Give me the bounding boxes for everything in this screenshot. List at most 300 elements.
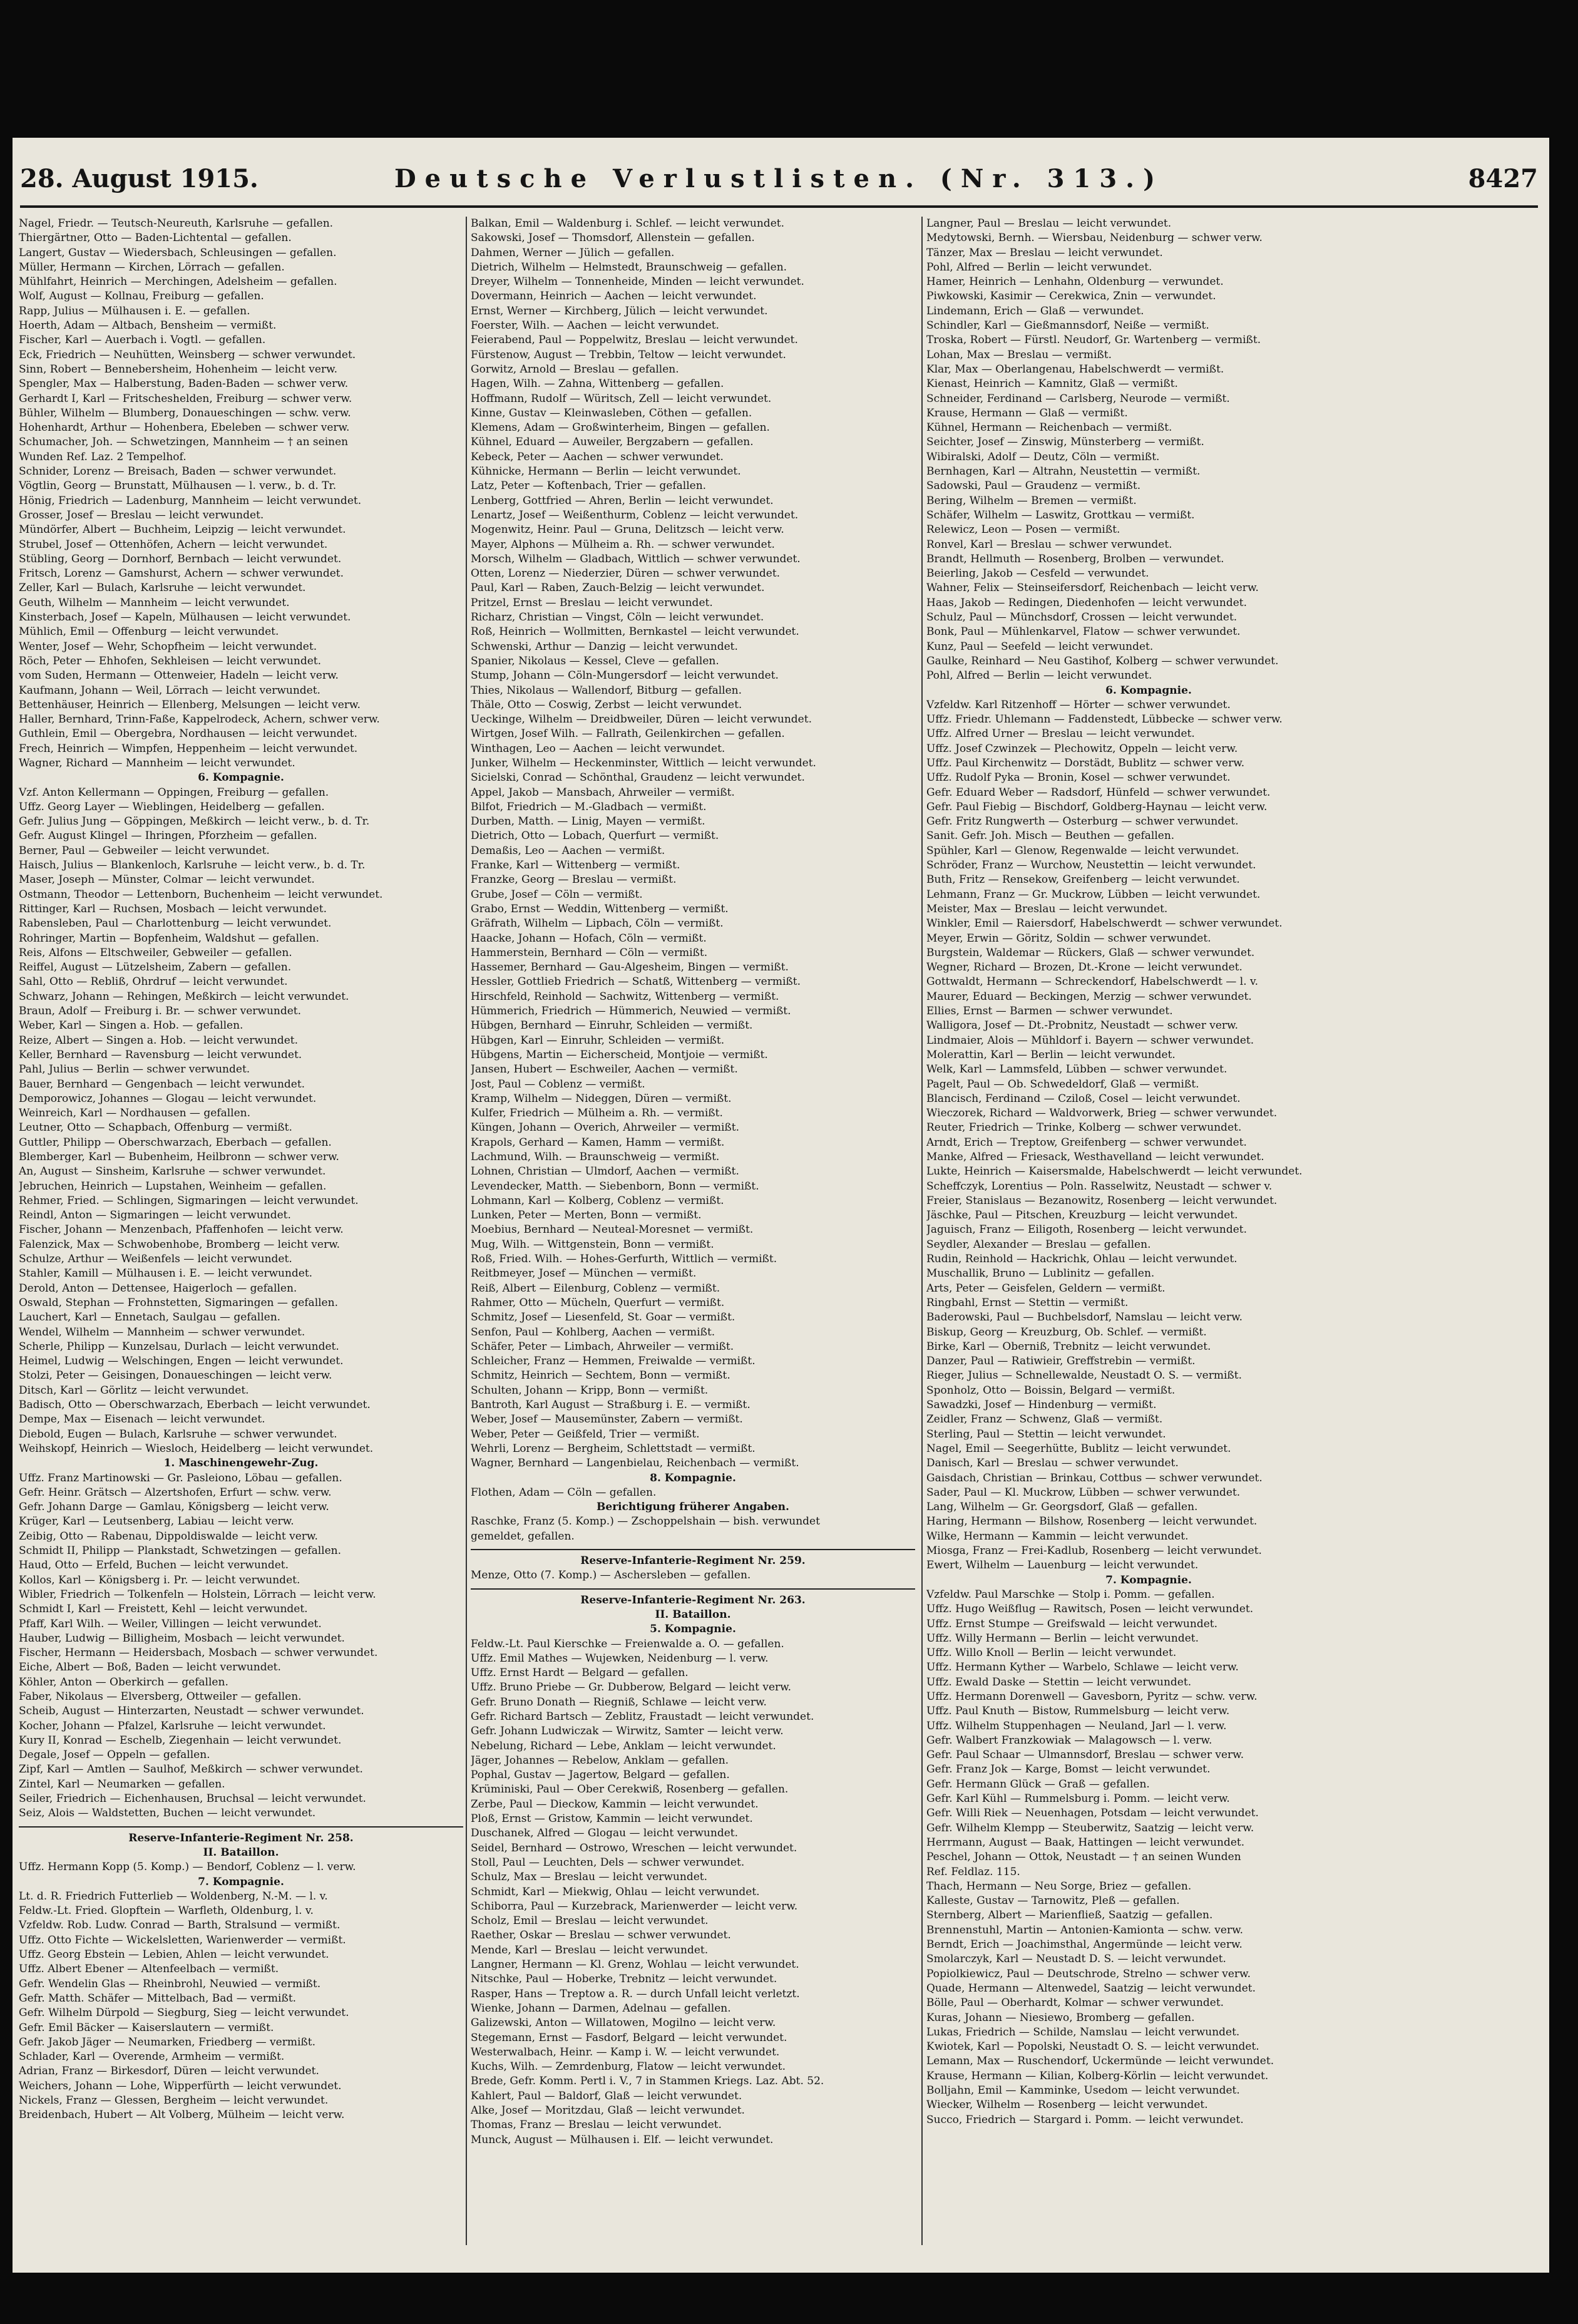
- list-line: Haller, Bernhard, Trinn-Faße, Kappelrodeck, Achern, schwer verw.: [19, 713, 380, 726]
- list-line: Stump, Johann — Cöln-Mungersdorf — leicht verwundet.: [471, 669, 779, 682]
- list-line: Wibiralski, Adolf — Deutz, Cöln — vermißt.: [926, 450, 1160, 463]
- list-line: Nitschke, Paul — Hoberke, Trebnitz — leicht verwundet.: [471, 1973, 777, 1986]
- list-line: gemeldet, gefallen.: [471, 1530, 575, 1543]
- list-line: Kramp, Wilhelm — Nideggen, Düren — vermißt.: [471, 1092, 732, 1105]
- list-line: Lunken, Peter — Merten, Bonn — vermißt.: [471, 1209, 702, 1222]
- section-heading: Berichtigung früherer Angaben.: [597, 1501, 789, 1514]
- list-line: Uffz. Paul Knuth — Bistow, Rummelsburg — leicht verw.: [926, 1705, 1230, 1718]
- list-line: Gefr. Julius Jung — Göppingen, Meßkirch — leicht verw., b. d. Tr.: [19, 815, 370, 828]
- list-line: Nebelung, Richard — Lebe, Anklam — leicht verwundet.: [471, 1739, 776, 1752]
- list-line: Kühnel, Eduard — Auweiler, Bergzabern — gefallen.: [471, 436, 754, 449]
- list-line: Danisch, Karl — Breslau — schwer verwundet.: [926, 1457, 1179, 1470]
- list-line: Berndt, Erich — Joachimsthal, Angermünde — leicht verw.: [926, 1938, 1242, 1951]
- list-line: Succo, Friedrich — Stargard i. Pomm. — leicht verwundet.: [926, 2113, 1244, 2126]
- list-line: Gefr. Paul Fiebig — Bischdorf, Goldberg-Haynau — leicht verw.: [926, 800, 1268, 813]
- list-line: Klemens, Adam — Großwinterheim, Bingen — gefallen.: [471, 421, 770, 434]
- list-line: Lauchert, Karl — Ennetach, Saulgau — gefallen.: [19, 1311, 281, 1324]
- list-line: Thiergärtner, Otto — Baden-Lichtental — gefallen.: [19, 232, 292, 245]
- list-line: Franke, Karl — Wittenberg — vermißt.: [471, 859, 680, 872]
- list-line: Vzf. Anton Kellermann — Oppingen, Freiburg — gefallen.: [19, 786, 329, 799]
- list-line: Schröder, Franz — Wurchow, Neustettin — leicht verwundet.: [926, 859, 1256, 872]
- column-divider: [921, 217, 923, 2245]
- list-line: Wegner, Richard — Brozen, Dt.-Krone — leicht verwundet.: [926, 961, 1242, 974]
- text-column-2: [471, 217, 915, 2251]
- list-line: Gefr. Wilhelm Klempp — Steuberwitz, Saatzig — leicht verw.: [926, 1821, 1254, 1834]
- list-line: Vzfeldw. Karl Ritzenhoff — Hörter — schwer verwundet.: [926, 698, 1231, 711]
- list-line: Franzke, Georg — Breslau — vermißt.: [471, 873, 677, 887]
- list-line: Ditsch, Karl — Görlitz — leicht verwundet.: [19, 1384, 249, 1397]
- list-line: Kühnel, Hermann — Reichenbach — vermißt.: [926, 421, 1172, 434]
- list-line: Mogenwitz, Heinr. Paul — Gruna, Delitzsch — leicht verw.: [471, 523, 784, 537]
- list-line: Kulfer, Friedrich — Mülheim a. Rh. — vermißt.: [471, 1107, 723, 1120]
- list-line: Gefr. Johann Ludwiczak — Wirwitz, Samter — leicht verw.: [471, 1725, 784, 1738]
- list-line: Bilfot, Friedrich — M.-Gladbach — vermißt.: [471, 800, 707, 813]
- list-line: Sahl, Otto — Rebliß, Ohrdruf — leicht verwundet.: [19, 975, 288, 989]
- list-line: Ueckinge, Wilhelm — Dreidbweiler, Düren — leicht verwundet.: [471, 713, 812, 726]
- list-line: Dietrich, Wilhelm — Helmstedt, Braunschweig — gefallen.: [471, 260, 787, 274]
- section-rule: [471, 1588, 915, 1590]
- list-line: Schlader, Karl — Overende, Armheim — vermißt.: [19, 2050, 285, 2064]
- list-line: Seichter, Josef — Zinswig, Münsterberg — vermißt.: [926, 436, 1204, 449]
- list-line: Schleicher, Franz — Hemmen, Freiwalde — vermißt.: [471, 1355, 756, 1368]
- list-line: Schmidt I, Karl — Freistett, Kehl — leicht verwundet.: [19, 1603, 308, 1616]
- header-page-number: 8427: [1468, 164, 1538, 193]
- list-line: Maurer, Eduard — Beckingen, Merzig — schwer verwundet.: [926, 990, 1252, 1003]
- list-line: Fischer, Johann — Menzenbach, Pfaffenhofen — leicht verw.: [19, 1223, 344, 1237]
- list-line: Krüger, Karl — Leutsenberg, Labiau — leicht verw.: [19, 1515, 294, 1528]
- list-line: Scheffczyk, Lorentius — Poln. Rasselwitz, Neustadt — schwer v.: [926, 1180, 1273, 1193]
- list-line: Galizewski, Anton — Willatowen, Mogilno — leicht verw.: [471, 2017, 776, 2030]
- list-line: Guthlein, Emil — Obergebra, Nordhausen — leicht verwundet.: [19, 728, 357, 741]
- list-line: Müller, Hermann — Kirchen, Lörrach — gefallen.: [19, 260, 285, 274]
- list-line: Jaguisch, Franz — Eiligoth, Rosenberg — leicht verwundet.: [926, 1223, 1248, 1237]
- list-line: Nagel, Emil — Seegerhütte, Bublitz — leicht verwundet.: [926, 1442, 1231, 1455]
- list-line: Hübgens, Martin — Eicherscheid, Montjoie — vermißt.: [471, 1048, 768, 1061]
- list-line: Gefr. August Klingel — Ihringen, Pforzheim — gefallen.: [19, 830, 317, 843]
- list-line: Blancisch, Ferdinand — Cziloß, Cosel — leicht verwundet.: [926, 1092, 1241, 1105]
- list-line: Uffz. Albert Ebener — Altenfeelbach — vermißt.: [19, 1963, 279, 1976]
- list-line: Tänzer, Max — Breslau — leicht verwundet.: [926, 246, 1163, 259]
- list-line: Wagner, Bernhard — Langenbielau, Reichenbach — vermißt.: [471, 1457, 799, 1470]
- section-heading: Reserve-Infanterie-Regiment Nr. 258.: [128, 1831, 354, 1844]
- list-line: Fischer, Hermann — Heidersbach, Mosbach — schwer verwundet.: [19, 1647, 378, 1660]
- list-line: Birke, Karl — Oberniß, Trebnitz — leicht verwundet.: [926, 1340, 1211, 1353]
- list-line: Wendel, Wilhelm — Mannheim — schwer verwundet.: [19, 1325, 305, 1339]
- list-line: Uffz. Bruno Priebe — Gr. Dubberow, Belgard — leicht verw.: [471, 1681, 792, 1694]
- list-line: Moebius, Bernhard — Neuteal-Moresnet — vermißt.: [471, 1223, 754, 1237]
- list-line: Eiche, Albert — Boß, Baden — leicht verwundet.: [19, 1661, 281, 1674]
- list-line: Lindemann, Erich — Glaß — verwundet.: [926, 304, 1144, 317]
- list-line: Leutner, Otto — Schapbach, Offenburg — vermißt.: [19, 1121, 292, 1134]
- list-line: Pophal, Gustav — Jagertow, Belgard — gefallen.: [471, 1769, 730, 1782]
- list-line: Jäschke, Paul — Pitschen, Kreuzburg — leicht verwundet.: [926, 1209, 1238, 1222]
- section-rule: [471, 1549, 915, 1550]
- list-line: Nagel, Friedr. — Teutsch-Neureuth, Karlsruhe — gefallen.: [19, 217, 334, 230]
- list-line: Rieger, Julius — Schnellewalde, Neustadt O. S. — vermißt.: [926, 1369, 1242, 1382]
- list-line: Uffz. Georg Ebstein — Lebien, Ahlen — leicht verwundet.: [19, 1948, 329, 1962]
- list-line: Westerwalbach, Heinr. — Kamp i. W. — leicht verwundet.: [471, 2045, 780, 2059]
- list-line: Sponholz, Otto — Boissin, Belgard — vermißt.: [926, 1384, 1176, 1397]
- list-line: Gefr. Walbert Franzkowiak — Malagowsch — l. verw.: [926, 1734, 1212, 1747]
- list-line: Ellies, Ernst — Barmen — schwer verwundet.: [926, 1005, 1173, 1018]
- list-line: Scheib, August — Hinterzarten, Neustadt — schwer verwundet.: [19, 1705, 364, 1718]
- list-line: Krause, Hermann — Glaß — vermißt.: [926, 406, 1128, 419]
- section-heading: Reserve-Infanterie-Regiment Nr. 263.: [580, 1593, 806, 1607]
- list-line: Wieczorek, Richard — Waldvorwerk, Brieg — schwer verwundet.: [926, 1107, 1278, 1120]
- list-line: Haud, Otto — Erfeld, Buchen — leicht verwundet.: [19, 1559, 289, 1572]
- list-line: Beierling, Jakob — Cesfeld — verwundet.: [926, 567, 1149, 580]
- list-line: Kalleste, Gustav — Tarnowitz, Pleß — gefallen.: [926, 1895, 1180, 1908]
- list-line: Stolzi, Peter — Geisingen, Donaueschingen — leicht verw.: [19, 1369, 332, 1382]
- list-line: Kaufmann, Johann — Weil, Lörrach — leicht verwundet.: [19, 684, 320, 697]
- list-line: Rasper, Hans — Treptow a. R. — durch Unfall leicht verletzt.: [471, 1987, 800, 2000]
- list-line: Frech, Heinrich — Wimpfen, Heppenheim — leicht verwundet.: [19, 742, 358, 755]
- list-line: Uffz. Willy Hermann — Berlin — leicht verwundet.: [926, 1632, 1199, 1645]
- list-line: Reiß, Albert — Eilenburg, Coblenz — vermißt.: [471, 1282, 720, 1295]
- list-line: Uffz. Rudolf Pyka — Bronin, Kosel — schwer verwundet.: [926, 771, 1231, 784]
- section-heading: 8. Kompagnie.: [650, 1471, 736, 1484]
- list-line: Molerattin, Karl — Berlin — leicht verwundet.: [926, 1048, 1176, 1061]
- list-line: Kunz, Paul — Seefeld — leicht verwundet.: [926, 640, 1154, 653]
- column-divider: [466, 217, 467, 2245]
- list-line: Hessler, Gottlieb Friedrich — Schatß, Wittenberg — vermißt.: [471, 975, 801, 989]
- list-line: Rudin, Reinhold — Hackrichk, Ohlau — leicht verwundet.: [926, 1253, 1237, 1266]
- list-line: Krause, Hermann — Kilian, Kolberg-Körlin — leicht verwundet.: [926, 2069, 1269, 2082]
- list-line: Spanier, Nikolaus — Kessel, Cleve — gefallen.: [471, 654, 719, 667]
- list-line: Uffz. Hermann Kopp (5. Komp.) — Bendorf, Coblenz — l. verw.: [19, 1861, 356, 1874]
- list-line: Muschallik, Bruno — Lublinitz — gefallen.: [926, 1267, 1155, 1280]
- list-line: Uffz. Alfred Urner — Breslau — leicht verwundet.: [926, 728, 1195, 741]
- list-line: Hohenhardt, Arthur — Hohenbera, Ebeleben — schwer verw.: [19, 421, 350, 434]
- list-line: Seydler, Alexander — Breslau — gefallen.: [926, 1238, 1151, 1251]
- list-line: Senfon, Paul — Kohlberg, Aachen — vermißt.: [471, 1325, 715, 1339]
- list-line: Hammerstein, Bernhard — Cöln — vermißt.: [471, 946, 708, 959]
- list-line: Fischer, Karl — Auerbach i. Vogtl. — gefallen.: [19, 334, 266, 347]
- list-line: Quade, Hermann — Altenwedel, Saatzig — leicht verwundet.: [926, 1982, 1256, 1995]
- list-line: Lukte, Heinrich — Kaisersmalde, Habelschwerdt — leicht verwundet.: [926, 1165, 1303, 1178]
- list-line: Dreyer, Wilhelm — Tonnenheide, Minden — leicht verwundet.: [471, 275, 804, 289]
- list-line: Gaulke, Reinhard — Neu Gastihof, Kolberg — schwer verwundet.: [926, 654, 1279, 667]
- list-line: Lenberg, Gottfried — Ahren, Berlin — leicht verwundet.: [471, 494, 774, 507]
- list-line: Röch, Peter — Ehhofen, Sekhleisen — leicht verwundet.: [19, 654, 322, 667]
- list-line: Mayer, Alphons — Mülheim a. Rh. — schwer verwundet.: [471, 538, 775, 551]
- list-line: Mende, Karl — Breslau — leicht verwundet.: [471, 1943, 709, 1956]
- list-line: Berner, Paul — Gebweiler — leicht verwundet.: [19, 844, 270, 857]
- list-line: Kuras, Johann — Niesiewo, Bromberg — gefallen.: [926, 2011, 1195, 2024]
- list-line: Gefr. Matth. Schäfer — Mittelbach, Bad — vermißt.: [19, 1992, 297, 2005]
- list-line: Schäfer, Wilhelm — Laswitz, Grottkau — vermißt.: [926, 508, 1195, 522]
- list-line: Sadowski, Paul — Graudenz — vermißt.: [926, 480, 1141, 493]
- list-line: Blemberger, Karl — Bubenheim, Heilbronn — schwer verw.: [19, 1151, 339, 1163]
- list-line: Krapols, Gerhard — Kamen, Hamm — vermißt.: [471, 1136, 725, 1149]
- list-line: Wehrli, Lorenz — Bergheim, Schlettstadt — vermißt.: [471, 1442, 756, 1455]
- list-line: Raschke, Franz (5. Komp.) — Zschoppelshain — bish. verwundet: [471, 1515, 820, 1528]
- list-line: Langner, Paul — Breslau — leicht verwundet.: [926, 217, 1172, 230]
- list-line: Reindl, Anton — Sigmaringen — leicht verwundet.: [19, 1209, 291, 1222]
- list-line: Biskup, Georg — Kreuzburg, Ob. Schlef. — vermißt.: [926, 1325, 1207, 1339]
- list-line: Degale, Josef — Oppeln — gefallen.: [19, 1749, 210, 1762]
- list-line: Demaßis, Leo — Aachen — vermißt.: [471, 844, 665, 857]
- list-line: Vögtlin, Georg — Brunstatt, Mülhausen — l. verw., b. d. Tr.: [19, 480, 337, 493]
- list-line: Foerster, Wilh. — Aachen — leicht verwundet.: [471, 319, 719, 332]
- list-line: Gefr. Karl Kühl — Rummelsburg i. Pomm. — leicht verw.: [926, 1792, 1230, 1806]
- list-line: Relewicz, Leon — Posen — vermißt.: [926, 523, 1120, 537]
- list-line: Ernst, Werner — Kirchberg, Jülich — leicht verwundet.: [471, 304, 768, 317]
- list-line: Wagner, Richard — Mannheim — leicht verwundet.: [19, 756, 295, 769]
- text-column-3: [926, 217, 1371, 2251]
- list-line: Gefr. Fritz Rungwerth — Osterburg — schwer verwundet.: [926, 815, 1239, 828]
- list-line: Eck, Friedrich — Neuhütten, Weinsberg — schwer verwundet.: [19, 348, 356, 361]
- list-line: Vzfeldw. Rob. Ludw. Conrad — Barth, Stralsund — vermißt.: [19, 1919, 341, 1932]
- list-line: Bölle, Paul — Oberhardt, Kolmar — schwer verwundet.: [926, 1997, 1224, 2010]
- list-line: Sawadzki, Josef — Hindenburg — vermißt.: [926, 1399, 1157, 1412]
- list-line: Sanit. Gefr. Joh. Misch — Beuthen — gefallen.: [926, 830, 1175, 843]
- list-line: Brennenstuhl, Martin — Antonien-Kamionta — schw. verw.: [926, 1923, 1244, 1936]
- list-line: An, August — Sinsheim, Karlsruhe — schwer verwundet.: [19, 1165, 326, 1178]
- list-line: Morsch, Wilhelm — Gladbach, Wittlich — schwer verwundet.: [471, 552, 801, 565]
- list-line: Haring, Hermann — Bilshow, Rosenberg — leicht verwundet.: [926, 1515, 1258, 1528]
- list-line: Ploß, Ernst — Gristow, Kammin — leicht verwundet.: [471, 1812, 753, 1826]
- list-line: Miosga, Franz — Frei-Kadlub, Rosenberg — leicht verwundet.: [926, 1545, 1262, 1558]
- list-line: Raether, Oskar — Breslau — schwer verwundet.: [471, 1929, 731, 1942]
- section-heading: II. Bataillon.: [203, 1846, 279, 1859]
- list-line: Ostmann, Theodor — Lettenborn, Buchenheim — leicht verwundet.: [19, 888, 383, 901]
- list-line: Weihskopf, Heinrich — Wiesloch, Heidelberg — leicht verwundet.: [19, 1442, 374, 1455]
- list-line: Schmitz, Josef — Liesenfeld, St. Goar — vermißt.: [471, 1311, 735, 1324]
- list-line: Ringbahl, Ernst — Stettin — vermißt.: [926, 1296, 1129, 1309]
- list-line: Wibler, Friedrich — Tolkenfeln — Holstein, Lörrach — leicht verw.: [19, 1588, 376, 1601]
- list-line: Reize, Albert — Singen a. Hob. — leicht verwundet.: [19, 1034, 299, 1047]
- header-rule: [20, 205, 1538, 208]
- list-line: Sader, Paul — Kl. Muckrow, Lübben — schwer verwundet.: [926, 1486, 1241, 1499]
- list-line: Sterling, Paul — Stettin — leicht verwundet.: [926, 1427, 1166, 1441]
- list-line: Schnider, Lorenz — Breisach, Baden — schwer verwundet.: [19, 465, 337, 478]
- list-line: Gefr. Franz Jok — Karge, Bomst — leicht verwundet.: [926, 1763, 1211, 1776]
- list-line: Rahmer, Otto — Mücheln, Querfurt — vermißt.: [471, 1296, 725, 1309]
- list-line: Grabo, Ernst — Weddin, Wittenberg — vermißt.: [471, 902, 729, 915]
- list-line: Zeller, Karl — Bulach, Karlsruhe — leicht verwundet.: [19, 582, 306, 595]
- list-line: Bering, Wilhelm — Bremen — vermißt.: [926, 494, 1137, 507]
- header-date: 28. August 1915.: [20, 164, 259, 193]
- list-line: Brandt, Hellmuth — Rosenberg, Brolben — verwundet.: [926, 552, 1224, 565]
- list-line: Piwkowski, Kasimir — Cerekwica, Znin — verwundet.: [926, 290, 1216, 303]
- list-line: Adrian, Franz — Birkesdorf, Düren — leicht verwundet.: [19, 2065, 319, 2078]
- text-column-1: [19, 217, 463, 2251]
- list-line: Schulz, Paul — Münchsdorf, Crossen — leicht verwundet.: [926, 611, 1237, 624]
- list-line: Faber, Nikolaus — Elversberg, Ottweiler — gefallen.: [19, 1690, 302, 1703]
- list-line: Paul, Karl — Raben, Zauch-Belzig — leicht verwundet.: [471, 582, 765, 595]
- list-line: Pagelt, Paul — Ob. Schwedeldorf, Glaß — vermißt.: [926, 1077, 1199, 1091]
- list-line: Weinreich, Karl — Nordhausen — gefallen.: [19, 1107, 250, 1120]
- list-line: Uffz. Georg Layer — Wieblingen, Heidelberg — gefallen.: [19, 800, 325, 813]
- list-line: Gefr. Johann Darge — Gamlau, Königsberg — leicht verw.: [19, 1501, 329, 1514]
- list-line: Thäle, Otto — Coswig, Zerbst — leicht verwundet.: [471, 698, 742, 711]
- list-line: Breidenbach, Hubert — Alt Volberg, Mülheim — leicht verw.: [19, 2109, 345, 2122]
- list-line: Gefr. Heinr. Grätsch — Alzertshofen, Erfurt — schw. verw.: [19, 1486, 332, 1499]
- list-line: Lenartz, Josef — Weißenthurm, Coblenz — leicht verwundet.: [471, 508, 799, 522]
- list-line: Roß, Heinrich — Wollmitten, Bernkastel — leicht verwundet.: [471, 625, 799, 639]
- list-line: Bauer, Bernhard — Gengenbach — leicht verwundet.: [19, 1077, 305, 1091]
- list-line: Lukas, Friedrich — Schilde, Namslau — leicht verwundet.: [926, 2025, 1240, 2039]
- list-line: Braun, Adolf — Freiburg i. Br. — schwer verwundet.: [19, 1005, 302, 1018]
- list-line: Arndt, Erich — Treptow, Greifenberg — schwer verwundet.: [926, 1136, 1247, 1149]
- list-line: Durben, Matth. — Linig, Mayen — vermißt.: [471, 815, 705, 828]
- list-line: Diebold, Eugen — Bulach, Karlsruhe — schwer verwundet.: [19, 1427, 337, 1441]
- list-line: Hönig, Friedrich — Ladenburg, Mannheim — leicht verwundet.: [19, 494, 362, 507]
- list-line: Wirtgen, Josef Wilh. — Fallrath, Geilenkirchen — gefallen.: [471, 728, 785, 741]
- list-line: Hagen, Wilh. — Zahna, Wittenberg — gefallen.: [471, 378, 724, 391]
- list-line: Thies, Nikolaus — Wallendorf, Bitburg — gefallen.: [471, 684, 742, 697]
- list-line: Reiffel, August — Lützelsheim, Zabern — gefallen.: [19, 961, 292, 974]
- list-line: Gefr. Wendelin Glas — Rheinbrohl, Neuwied — vermißt.: [19, 1977, 321, 1990]
- list-line: Weichers, Johann — Lohe, Wipperfürth — leicht verwundet.: [19, 2079, 342, 2092]
- list-line: Rittinger, Karl — Ruchsen, Mosbach — leicht verwundet.: [19, 902, 327, 915]
- list-line: Duschanek, Alfred — Glogau — leicht verwundet.: [471, 1827, 738, 1840]
- list-line: Lindmaier, Alois — Mühldorf i. Bayern — schwer verwundet.: [926, 1034, 1254, 1047]
- list-line: Wunden Ref. Laz. 2 Tempelhof.: [19, 450, 187, 463]
- list-line: Kahlert, Paul — Baldorf, Glaß — leicht verwundet.: [471, 2089, 742, 2102]
- list-line: Vzfeldw. Paul Marschke — Stolp i. Pomm. — gefallen.: [926, 1588, 1215, 1601]
- list-line: Kinsterbach, Josef — Kapeln, Mülhausen — leicht verwundet.: [19, 611, 351, 624]
- list-line: Reuter, Friedrich — Trinke, Kolberg — schwer verwundet.: [926, 1121, 1242, 1134]
- list-line: Langert, Gustav — Wiedersbach, Schleusingen — gefallen.: [19, 246, 337, 259]
- section-heading: 6. Kompagnie.: [198, 771, 284, 784]
- list-line: Uffz. Friedr. Uhlemann — Faddenstedt, Lübbecke — schwer verw.: [926, 713, 1283, 726]
- list-line: Welk, Karl — Lammsfeld, Lübben — schwer verwundet.: [926, 1063, 1227, 1076]
- section-heading: 6. Kompagnie.: [1105, 684, 1192, 697]
- list-line: Lemann, Max — Ruschendorf, Uckermünde — leicht verwundet.: [926, 2055, 1274, 2068]
- list-line: Freier, Stanislaus — Bezanowitz, Rosenberg — leicht verwundet.: [926, 1194, 1278, 1207]
- list-line: Kienast, Heinrich — Kamnitz, Glaß — vermißt.: [926, 378, 1178, 391]
- list-line: Spengler, Max — Halberstung, Baden-Baden — schwer verw.: [19, 378, 349, 391]
- list-line: Kinne, Gustav — Kleinwasleben, Cöthen — gefallen.: [471, 406, 752, 419]
- list-line: Hübgen, Bernhard — Einruhr, Schleiden — vermißt.: [471, 1019, 753, 1032]
- list-line: Mühlfahrt, Heinrich — Merchingen, Adelsheim — gefallen.: [19, 275, 337, 289]
- list-line: Haas, Jakob — Redingen, Diedenhofen — leicht verwundet.: [926, 596, 1248, 609]
- list-line: Hassemer, Bernhard — Gau-Algesheim, Bingen — vermißt.: [471, 961, 789, 974]
- list-line: Spühler, Karl — Glenow, Regenwalde — leicht verwundet.: [926, 844, 1239, 857]
- section-heading: 5. Kompagnie.: [650, 1623, 736, 1636]
- list-line: Lt. d. R. Friedrich Futterlieb — Woldenberg, N.-M. — l. v.: [19, 1890, 328, 1903]
- list-line: Sakowski, Josef — Thomsdorf, Allenstein — gefallen.: [471, 232, 755, 245]
- list-line: Richarz, Christian — Vingst, Cöln — leicht verwundet.: [471, 611, 764, 624]
- list-line: Zintel, Karl — Neumarken — gefallen.: [19, 1777, 225, 1791]
- list-line: Troska, Robert — Fürstl. Neudorf, Gr. Wartenberg — vermißt.: [926, 334, 1261, 347]
- list-line: Pohl, Alfred — Berlin — leicht verwundet.: [926, 669, 1152, 682]
- list-line: Stoll, Paul — Leuchten, Dels — schwer verwundet.: [471, 1856, 745, 1869]
- list-line: Sternberg, Albert — Marienfließ, Saatzig — gefallen.: [926, 1909, 1213, 1922]
- list-line: Kebeck, Peter — Aachen — schwer verwundet.: [471, 450, 724, 463]
- list-line: Weber, Peter — Geißfeld, Trier — vermißt.: [471, 1427, 700, 1441]
- list-line: Lachmund, Wilh. — Braunschweig — vermißt.: [471, 1151, 720, 1163]
- list-line: Derold, Anton — Dettensee, Haigerloch — gefallen.: [19, 1282, 297, 1295]
- section-heading: II. Bataillon.: [655, 1608, 731, 1621]
- list-line: Schumacher, Joh. — Schwetzingen, Mannheim — † an seinen: [19, 436, 349, 449]
- list-line: Uffz. Josef Czwinzek — Plechowitz, Oppeln — leicht verw.: [926, 742, 1238, 755]
- list-line: Seiler, Friedrich — Eichenhausen, Bruchsal — leicht verwundet.: [19, 1792, 366, 1806]
- list-line: Reis, Alfons — Eltschweiler, Gebweiler — gefallen.: [19, 946, 292, 959]
- list-line: Roß, Fried. Wilh. — Hohes-Gerfurth, Wittlich — vermißt.: [471, 1253, 777, 1266]
- list-line: Junker, Wilhelm — Heckenminster, Wittlich — leicht verwundet.: [471, 756, 816, 769]
- list-line: Manke, Alfred — Friesack, Westhavelland — leicht verwundet.: [926, 1151, 1264, 1163]
- list-line: Popiolkiewicz, Paul — Deutschrode, Strelno — schwer verw.: [926, 1967, 1251, 1980]
- section-heading: 1. Maschinengewehr-Zug.: [163, 1457, 319, 1470]
- list-line: Danzer, Paul — Ratiwieir, Greffstrebin — vermißt.: [926, 1355, 1196, 1368]
- list-line: Otten, Lorenz — Niederzier, Düren — schwer verwundet.: [471, 567, 781, 580]
- list-line: Rehmer, Fried. — Schlingen, Sigmaringen — leicht verwundet.: [19, 1194, 359, 1207]
- list-line: Rohringer, Martin — Bopfenheim, Waldshut — gefallen.: [19, 932, 319, 945]
- list-line: Sinn, Robert — Bennebersheim, Hohenheim — leicht verw.: [19, 362, 337, 376]
- list-line: Grube, Josef — Cöln — vermißt.: [471, 888, 643, 901]
- list-line: Zipf, Karl — Amtlen — Saulhof, Meßkirch — schwer verwundet.: [19, 1763, 363, 1776]
- list-line: Schneider, Ferdinand — Carlsberg, Neurode — vermißt.: [926, 392, 1230, 405]
- list-line: Wolf, August — Kollnau, Freiburg — gefallen.: [19, 290, 264, 303]
- list-line: Stahler, Kamill — Mülhausen i. E. — leicht verwundet.: [19, 1267, 313, 1280]
- list-line: Oswald, Stephan — Frohnstetten, Sigmaringen — gefallen.: [19, 1296, 338, 1309]
- list-line: Lang, Wilhelm — Gr. Georgsdorf, Glaß — gefallen.: [926, 1501, 1198, 1514]
- list-line: Kwiotek, Karl — Popolski, Neustadt O. S. — leicht verwundet.: [926, 2040, 1259, 2054]
- list-line: Wiecker, Wilhelm — Rosenberg — leicht verwundet.: [926, 2099, 1208, 2112]
- list-line: Uffz. Emil Mathes — Wujewken, Neidenburg — l. verw.: [471, 1652, 769, 1665]
- list-line: Gefr. Hermann Glück — Graß — gefallen.: [926, 1777, 1150, 1791]
- page-header: [20, 164, 1538, 202]
- list-line: Arts, Peter — Geisfelen, Geldern — vermißt.: [926, 1282, 1166, 1295]
- list-line: Bonk, Paul — Mühlenkarvel, Flatow — schwer verwundet.: [926, 625, 1241, 639]
- list-line: Jansen, Hubert — Eschweiler, Aachen — vermißt.: [471, 1063, 738, 1076]
- list-line: Nickels, Franz — Glessen, Bergheim — leicht verwundet.: [19, 2094, 329, 2107]
- list-line: Wienke, Johann — Darmen, Adelnau — gefallen.: [471, 2002, 731, 2015]
- newspaper-page: [13, 138, 1549, 2273]
- list-line: Lohnen, Christian — Ulmdorf, Aachen — vermißt.: [471, 1165, 739, 1178]
- list-line: Gräfrath, Wilhelm — Lipbach, Cöln — vermißt.: [471, 917, 724, 930]
- list-line: Kollos, Karl — Königsberg i. Pr. — leicht verwundet.: [19, 1573, 300, 1586]
- list-line: Maser, Joseph — Münster, Colmar — leicht verwundet.: [19, 873, 315, 887]
- list-line: Bühler, Wilhelm — Blumberg, Donaueschingen — schw. verw.: [19, 406, 351, 419]
- list-line: Uffz. Ernst Stumpe — Greifswald — leicht verwundet.: [926, 1617, 1218, 1630]
- list-line: Gorwitz, Arnold — Breslau — gefallen.: [471, 362, 679, 376]
- list-line: Rapp, Julius — Mülhausen i. E. — gefallen.: [19, 304, 250, 317]
- list-line: Stegemann, Ernst — Fasdorf, Belgard — leicht verwundet.: [471, 2031, 787, 2044]
- list-line: Menze, Otto (7. Komp.) — Aschersleben — gefallen.: [471, 1569, 751, 1582]
- list-line: Wenter, Josef — Wehr, Schopfheim — leicht verwundet.: [19, 640, 317, 653]
- list-line: Lohmann, Karl — Kolberg, Coblenz — vermißt.: [471, 1194, 724, 1207]
- list-line: Gefr. Jakob Jäger — Neumarken, Friedberg — vermißt.: [19, 2035, 315, 2049]
- list-line: Feierabend, Paul — Poppelwitz, Breslau — leicht verwundet.: [471, 334, 798, 347]
- list-line: Thomas, Franz — Breslau — leicht verwundet.: [471, 2119, 722, 2132]
- list-line: Demporowicz, Johannes — Glogau — leicht verwundet.: [19, 1092, 317, 1105]
- list-line: Schwarz, Johann — Rehingen, Meßkirch — leicht verwundet.: [19, 990, 349, 1003]
- list-line: Mug, Wilh. — Wittgenstein, Bonn — vermißt.: [471, 1238, 714, 1251]
- list-line: Alke, Josef — Moritzdau, Glaß — leicht verwundet.: [471, 2104, 745, 2117]
- section-heading: 7. Kompagnie.: [198, 1875, 284, 1888]
- list-line: Baderowski, Paul — Buchbelsdorf, Namslau — leicht verw.: [926, 1311, 1243, 1324]
- list-line: Appel, Jakob — Mansbach, Ahrweiler — vermißt.: [471, 786, 735, 799]
- list-line: Schäfer, Peter — Limbach, Ahrweiler — vermißt.: [471, 1340, 734, 1353]
- list-line: Küngen, Johann — Overich, Ahrweiler — vermißt.: [471, 1121, 739, 1134]
- section-heading: 7. Kompagnie.: [1105, 1573, 1192, 1586]
- list-line: Walligora, Josef — Dt.-Probnitz, Neustadt — schwer verw.: [926, 1019, 1238, 1032]
- list-line: Wilke, Hermann — Kammin — leicht verwundet.: [926, 1530, 1189, 1543]
- list-line: Uffz. Wilhelm Stuppenhagen — Neuland, Jarl — l. verw.: [926, 1719, 1227, 1732]
- list-line: Stübling, Georg — Dornhorf, Bernbach — leicht verwundet.: [19, 552, 342, 565]
- list-line: Seiz, Alois — Waldstetten, Buchen — leicht verwundet.: [19, 1807, 316, 1820]
- list-line: Jebruchen, Heinrich — Lupstahen, Weinheim — gefallen.: [19, 1180, 327, 1193]
- list-line: Kury II, Konrad — Eschelb, Ziegenhain — leicht verwundet.: [19, 1734, 342, 1747]
- list-line: Uffz. Hermann Kyther — Warbelo, Schlawe — leicht verw.: [926, 1661, 1239, 1674]
- list-line: Ewert, Wilhelm — Lauenburg — leicht verwundet.: [926, 1559, 1199, 1572]
- list-line: Meister, Max — Breslau — leicht verwundet.: [926, 902, 1168, 915]
- list-line: Hübgen, Karl — Einruhr, Schleiden — vermißt.: [471, 1034, 725, 1047]
